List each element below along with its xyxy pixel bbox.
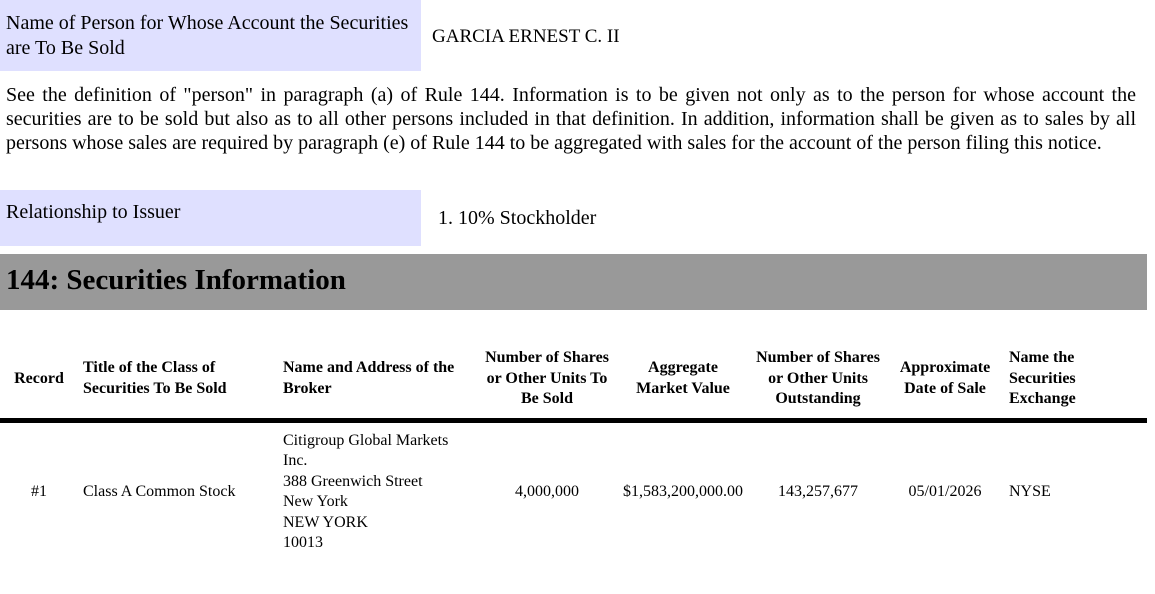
section-title-text: 144: Securities Information [6,264,346,296]
header-broker: Name and Address of the Broker [278,340,478,420]
securities-table [0,340,1147,562]
broker-city: New York [283,493,348,510]
table-header-row [0,340,1147,420]
table-row [0,420,1147,562]
cell-shares-to-sell: 4,000,000 [515,482,579,500]
cell-title-class: Class A Common Stock [83,482,236,500]
person-name-label-text: Name of Person for Whose Account the Securities are To Be Sold [6,12,409,59]
header-exchange: Name the Securities Exchange [1004,340,1147,420]
header-outstanding: Number of Shares or Other Units Outstanding [750,340,886,420]
cell-market-value: $1,583,200,000.00 [623,482,743,500]
cell-exchange: NYSE [1009,482,1051,500]
person-name-value: GARCIA ERNEST C. II [432,26,620,47]
person-definition-note: See the definition of "person" in paragraph (a) of Rule 144. Information is to be given not only as to the person for whose account the securities are to be sold but also as to all other persons included in that definition. In addition, information shall be given as to sales by all persons whose sales are required by paragraph (e) of Rule 144 to be aggregated with sales for the account of the person filing this notice. [6,84,1136,154]
relationship-label [0,190,421,246]
relationship-label-text: Relationship to Issuer [6,201,181,223]
cell-record: #1 [31,482,47,500]
header-shares-to-sell: Number of Shares or Other Units To Be Sold [478,340,616,420]
broker-name: Citigroup Global Markets Inc. [283,431,449,469]
header-date-of-sale: Approximate Date of Sale [886,340,1004,420]
relationship-value: 1. 10% Stockholder [438,207,597,229]
broker-street: 388 Greenwich Street [283,472,423,490]
person-name-label [0,0,421,71]
broker-zip: 10013 [283,534,323,551]
cell-date-of-sale: 05/01/2026 [908,482,982,500]
broker-state: NEW YORK [283,513,368,531]
cell-broker [278,420,478,562]
cell-outstanding: 143,257,677 [778,482,858,500]
header-market-value: Aggregate Market Value [616,340,750,420]
section-title [0,254,1147,310]
header-title-class: Title of the Class of Securities To Be Sold [78,340,278,420]
header-record: Record [0,340,78,420]
